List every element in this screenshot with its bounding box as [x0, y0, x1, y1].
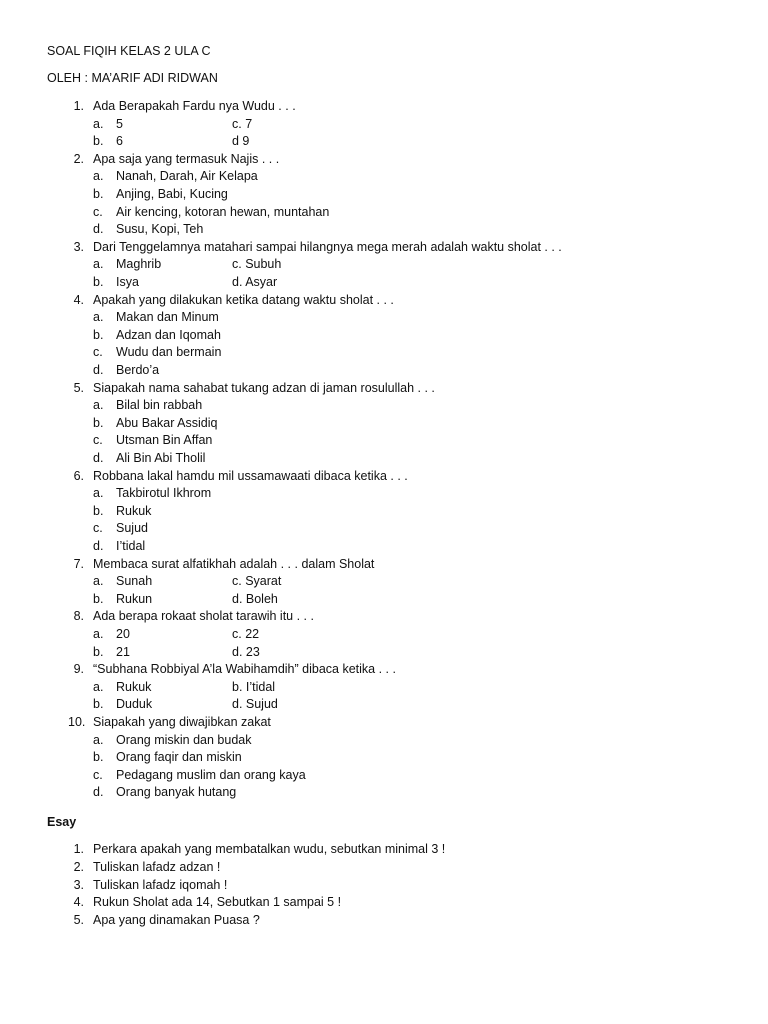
option-letter: a. — [93, 310, 104, 325]
question-text: Ada Berapakah Fardu nya Wudu . . . — [93, 99, 296, 113]
question-text: Membaca surat alfatikhah adalah . . . dalam Sholat — [93, 556, 375, 571]
question-number: 10. — [68, 715, 86, 729]
option-letter: a. — [93, 169, 104, 184]
question-number: 3. — [73, 239, 84, 254]
question-text: Apakah yang dilakukan ketika datang waktu sholat . . . — [93, 292, 394, 307]
option-letter: d. — [93, 785, 104, 800]
option-letter: c. — [93, 204, 103, 219]
essay-number: 4. — [73, 895, 84, 910]
question-number: 7. — [73, 556, 84, 571]
option-letter: a. — [93, 627, 104, 641]
option-letter: b. — [93, 697, 104, 712]
option-text: Duduk — [116, 697, 153, 712]
option-letter: b. — [93, 591, 104, 606]
essay-text: Tuliskan lafadz iqomah ! — [93, 877, 228, 892]
question-text: Apa saja yang termasuk Najis . . . — [93, 151, 280, 166]
option-second-column: c. Syarat — [232, 574, 282, 589]
option-text: Nanah, Darah, Air Kelapa — [116, 169, 258, 184]
option-letter: d. — [93, 363, 104, 377]
option-letter: c. — [93, 521, 103, 536]
question-text: Siapakah yang diwajibkan zakat — [93, 715, 271, 729]
essay-number: 3. — [73, 877, 84, 892]
option-letter: c. — [93, 345, 103, 360]
question-number: 6. — [73, 468, 84, 483]
option-second-column: c. 22 — [232, 627, 260, 641]
option-text: Berdo’a — [116, 363, 160, 377]
option-letter: b. — [93, 187, 104, 201]
option-text: Sunah — [116, 574, 153, 589]
option-letter: d. — [93, 451, 104, 465]
option-text: Bilal bin rabbah — [116, 398, 203, 413]
option-letter: b. — [93, 644, 104, 659]
option-letter: b. — [93, 415, 104, 430]
essay-number: 1. — [73, 842, 84, 856]
option-letter: a. — [93, 574, 104, 589]
option-text: Rukuk — [116, 503, 152, 518]
question-number: 5. — [73, 380, 84, 395]
question-text: Ada berapa rokaat sholat tarawih itu . . . — [93, 609, 314, 624]
option-text: 21 — [116, 644, 130, 659]
option-letter: a. — [93, 679, 104, 694]
essay-number: 5. — [73, 913, 84, 928]
option-letter: b. — [93, 134, 104, 149]
option-text: Wudu dan bermain — [116, 345, 222, 360]
option-second-column: d. 23 — [232, 644, 260, 659]
option-second-column: d. Asyar — [232, 275, 278, 289]
option-letter: b. — [93, 275, 104, 289]
option-text: Anjing, Babi, Kucing — [116, 187, 228, 201]
question-text: Dari Tenggelamnya matahari sampai hilangnya mega merah adalah waktu sholat . . . — [93, 239, 562, 254]
option-second-column: d 9 — [232, 134, 250, 149]
essay-text: Perkara apakah yang membatalkan wudu, sebutkan minimal 3 ! — [93, 842, 446, 856]
option-text: Takbirotul Ikhrom — [116, 486, 212, 501]
option-text: Ali Bin Abi Tholil — [116, 451, 206, 465]
option-letter: c. — [93, 767, 103, 782]
option-letter: b. — [93, 327, 104, 342]
question-number: 1. — [73, 99, 84, 113]
option-text: Adzan dan Iqomah — [116, 327, 221, 342]
option-letter: a. — [93, 486, 104, 501]
option-text: Air kencing, kotoran hewan, muntahan — [116, 204, 330, 219]
option-text: Pedagang muslim dan orang kaya — [116, 767, 306, 782]
option-second-column: c. 7 — [232, 116, 253, 131]
option-letter: d. — [93, 539, 104, 553]
option-text: Sujud — [116, 521, 148, 536]
option-letter: a. — [93, 398, 104, 413]
option-letter: b. — [93, 750, 104, 765]
essay-section-title: Esay — [47, 815, 77, 829]
question-number: 4. — [73, 292, 84, 307]
essay-text: Rukun Sholat ada 14, Sebutkan 1 sampai 5 ! — [93, 895, 342, 910]
essay-text: Apa yang dinamakan Puasa ? — [93, 913, 260, 928]
option-text: Rukun — [116, 591, 153, 606]
option-text: 6 — [116, 134, 123, 149]
option-text: I’tidal — [116, 539, 146, 553]
option-second-column: d. Boleh — [232, 591, 278, 606]
option-second-column: c. Subuh — [232, 257, 282, 272]
option-letter: c. — [93, 433, 103, 448]
option-text: Utsman Bin Affan — [116, 433, 213, 448]
option-text: Isya — [116, 275, 139, 289]
option-second-column: d. Sujud — [232, 697, 278, 712]
question-text: Siapakah nama sahabat tukang adzan di jaman rosulullah . . . — [93, 380, 435, 395]
option-text: Abu Bakar Assidiq — [116, 415, 218, 430]
option-text: Maghrib — [116, 257, 162, 272]
option-text: 20 — [116, 627, 130, 641]
question-number: 2. — [73, 151, 84, 166]
option-letter: a. — [93, 116, 104, 131]
document-author: OLEH : MA’ARIF ADI RIDWAN — [47, 71, 218, 85]
question-number: 9. — [73, 662, 84, 677]
option-text: Orang faqir dan miskin — [116, 750, 242, 765]
option-text: Rukuk — [116, 679, 152, 694]
question-text: “Subhana Robbiyal A’la Wabihamdih” dibaca ketika . . . — [93, 662, 396, 677]
option-letter: d. — [93, 222, 104, 237]
option-text: Orang miskin dan budak — [116, 732, 252, 747]
essay-text: Tuliskan lafadz adzan ! — [93, 859, 221, 874]
document-title: SOAL FIQIH KELAS 2 ULA C — [47, 44, 211, 58]
option-text: Orang banyak hutang — [116, 785, 237, 800]
option-letter: a. — [93, 732, 104, 747]
option-second-column: b. I’tidal — [232, 679, 276, 694]
option-letter: a. — [93, 257, 104, 272]
essay-number: 2. — [73, 859, 84, 874]
question-text: Robbana lakal hamdu mil ussamawaati dibaca ketika . . . — [93, 468, 408, 483]
option-text: Makan dan Minum — [116, 310, 219, 325]
option-letter: b. — [93, 503, 104, 518]
option-text: 5 — [116, 116, 123, 131]
question-number: 8. — [73, 609, 84, 624]
option-text: Susu, Kopi, Teh — [116, 222, 204, 237]
